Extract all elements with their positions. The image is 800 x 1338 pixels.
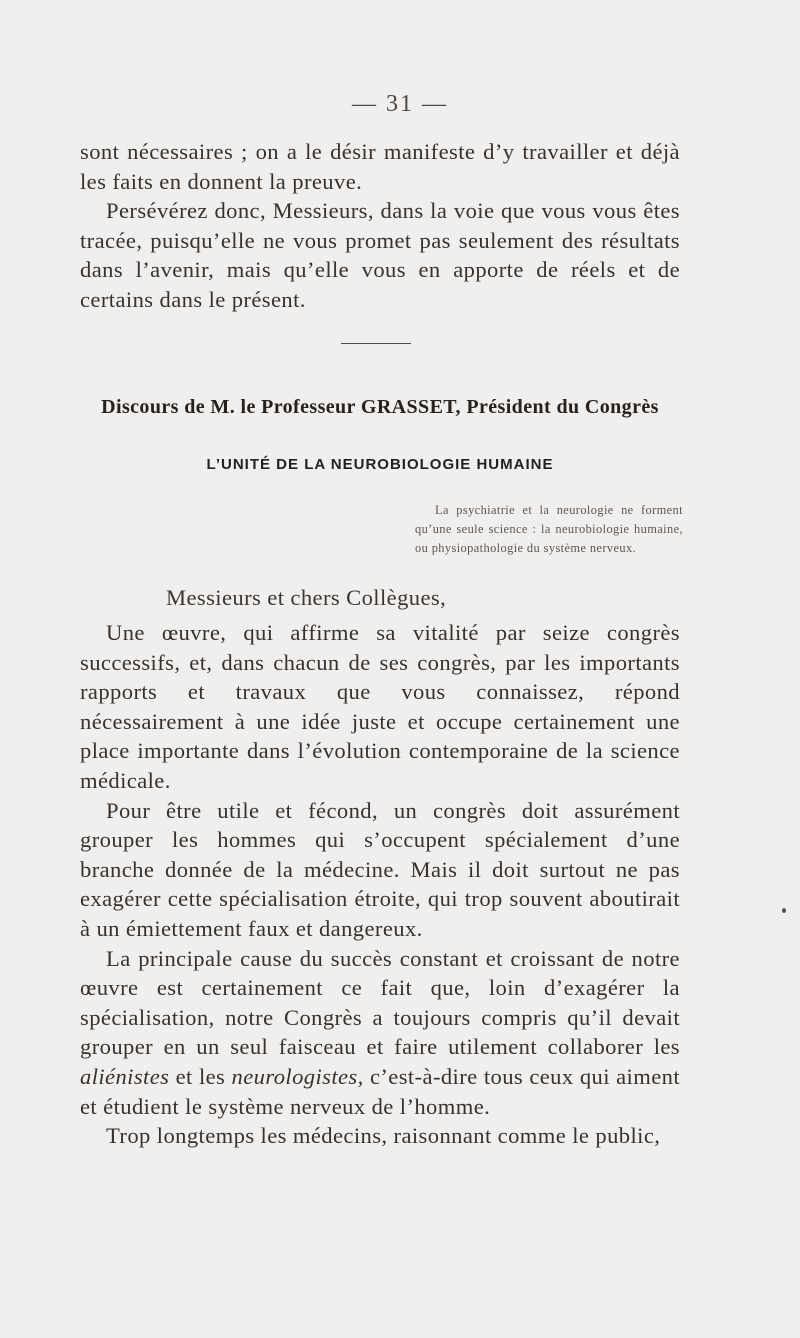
body-paragraph-3-start: La principale cause du succès constant et croissant de notre œuvre est certainement ce fait que, loin d’exagérer la spécialisation, notre Congrès a toujours compris qu’il devait grouper en un seul faisceau et faire utilement collaborer les bbox=[80, 945, 680, 1060]
print-speck bbox=[782, 908, 786, 913]
term-alienistes: aliénistes bbox=[80, 1063, 170, 1089]
discours-title: Discours de M. le Professeur GRASSET, Président du Congrès bbox=[101, 396, 659, 418]
epigraph-text: La psychiatrie et la neurologie ne forment qu’une seule science : la neurobiologie humaine, ou physiopathologie du système nerveux. bbox=[415, 503, 683, 555]
speech-body bbox=[80, 618, 680, 1151]
intro-paragraph: Persévérez donc, Messieurs, dans la voie que vous vous êtes tracée, puisqu’elle ne vous promet pas seulement des résultats dans l’avenir, mais qu’elle vous en apporte de réels et de certains dans le présent. bbox=[80, 198, 680, 312]
intro-text bbox=[80, 137, 680, 315]
page-number: — 31 — bbox=[352, 91, 448, 117]
body-paragraph-4: Trop longtemps les médecins, raisonnant comme le public, bbox=[106, 1123, 661, 1149]
epigraph bbox=[415, 501, 683, 558]
body-paragraph-3-end: c’est-à-dire tous ceux qui aiment et étudient le système nerveux de l’homme. bbox=[80, 1063, 681, 1119]
section-divider bbox=[341, 343, 411, 344]
body-paragraph-3-middle: et les bbox=[175, 1063, 226, 1089]
salutation: Messieurs et chers Collègues, bbox=[166, 585, 447, 610]
body-paragraph-2: Pour être utile et fécond, un congrès doit assurément grouper les hommes qui s’occupent spécialement d’une branche donnée de la médecine. Mais il doit surtout ne pas exagérer cette spécialisation étroite, qui trop souvent aboutirait à un émiettement faux et dangereux. bbox=[80, 797, 680, 941]
body-paragraph-3 bbox=[80, 944, 680, 1122]
body-paragraph-1: Une œuvre, qui affirme sa vitalité par seize congrès successifs, et, dans chacun de ses congrès, par les importants rapports et travaux que vous connaissez, répond nécessairement à une idée juste et occupe certainement une place importante dans l’évolution contemporaine de la science médicale. bbox=[80, 620, 680, 793]
intro-paragraph-continued: sont nécessaires ; on a le désir manifeste d’y travailler et déjà les faits en donnent la preuve. bbox=[80, 139, 680, 194]
term-neurologistes: neurologistes, bbox=[231, 1063, 364, 1089]
discours-subtitle: L’UNITÉ DE LA NEUROBIOLOGIE HUMAINE bbox=[206, 456, 554, 473]
